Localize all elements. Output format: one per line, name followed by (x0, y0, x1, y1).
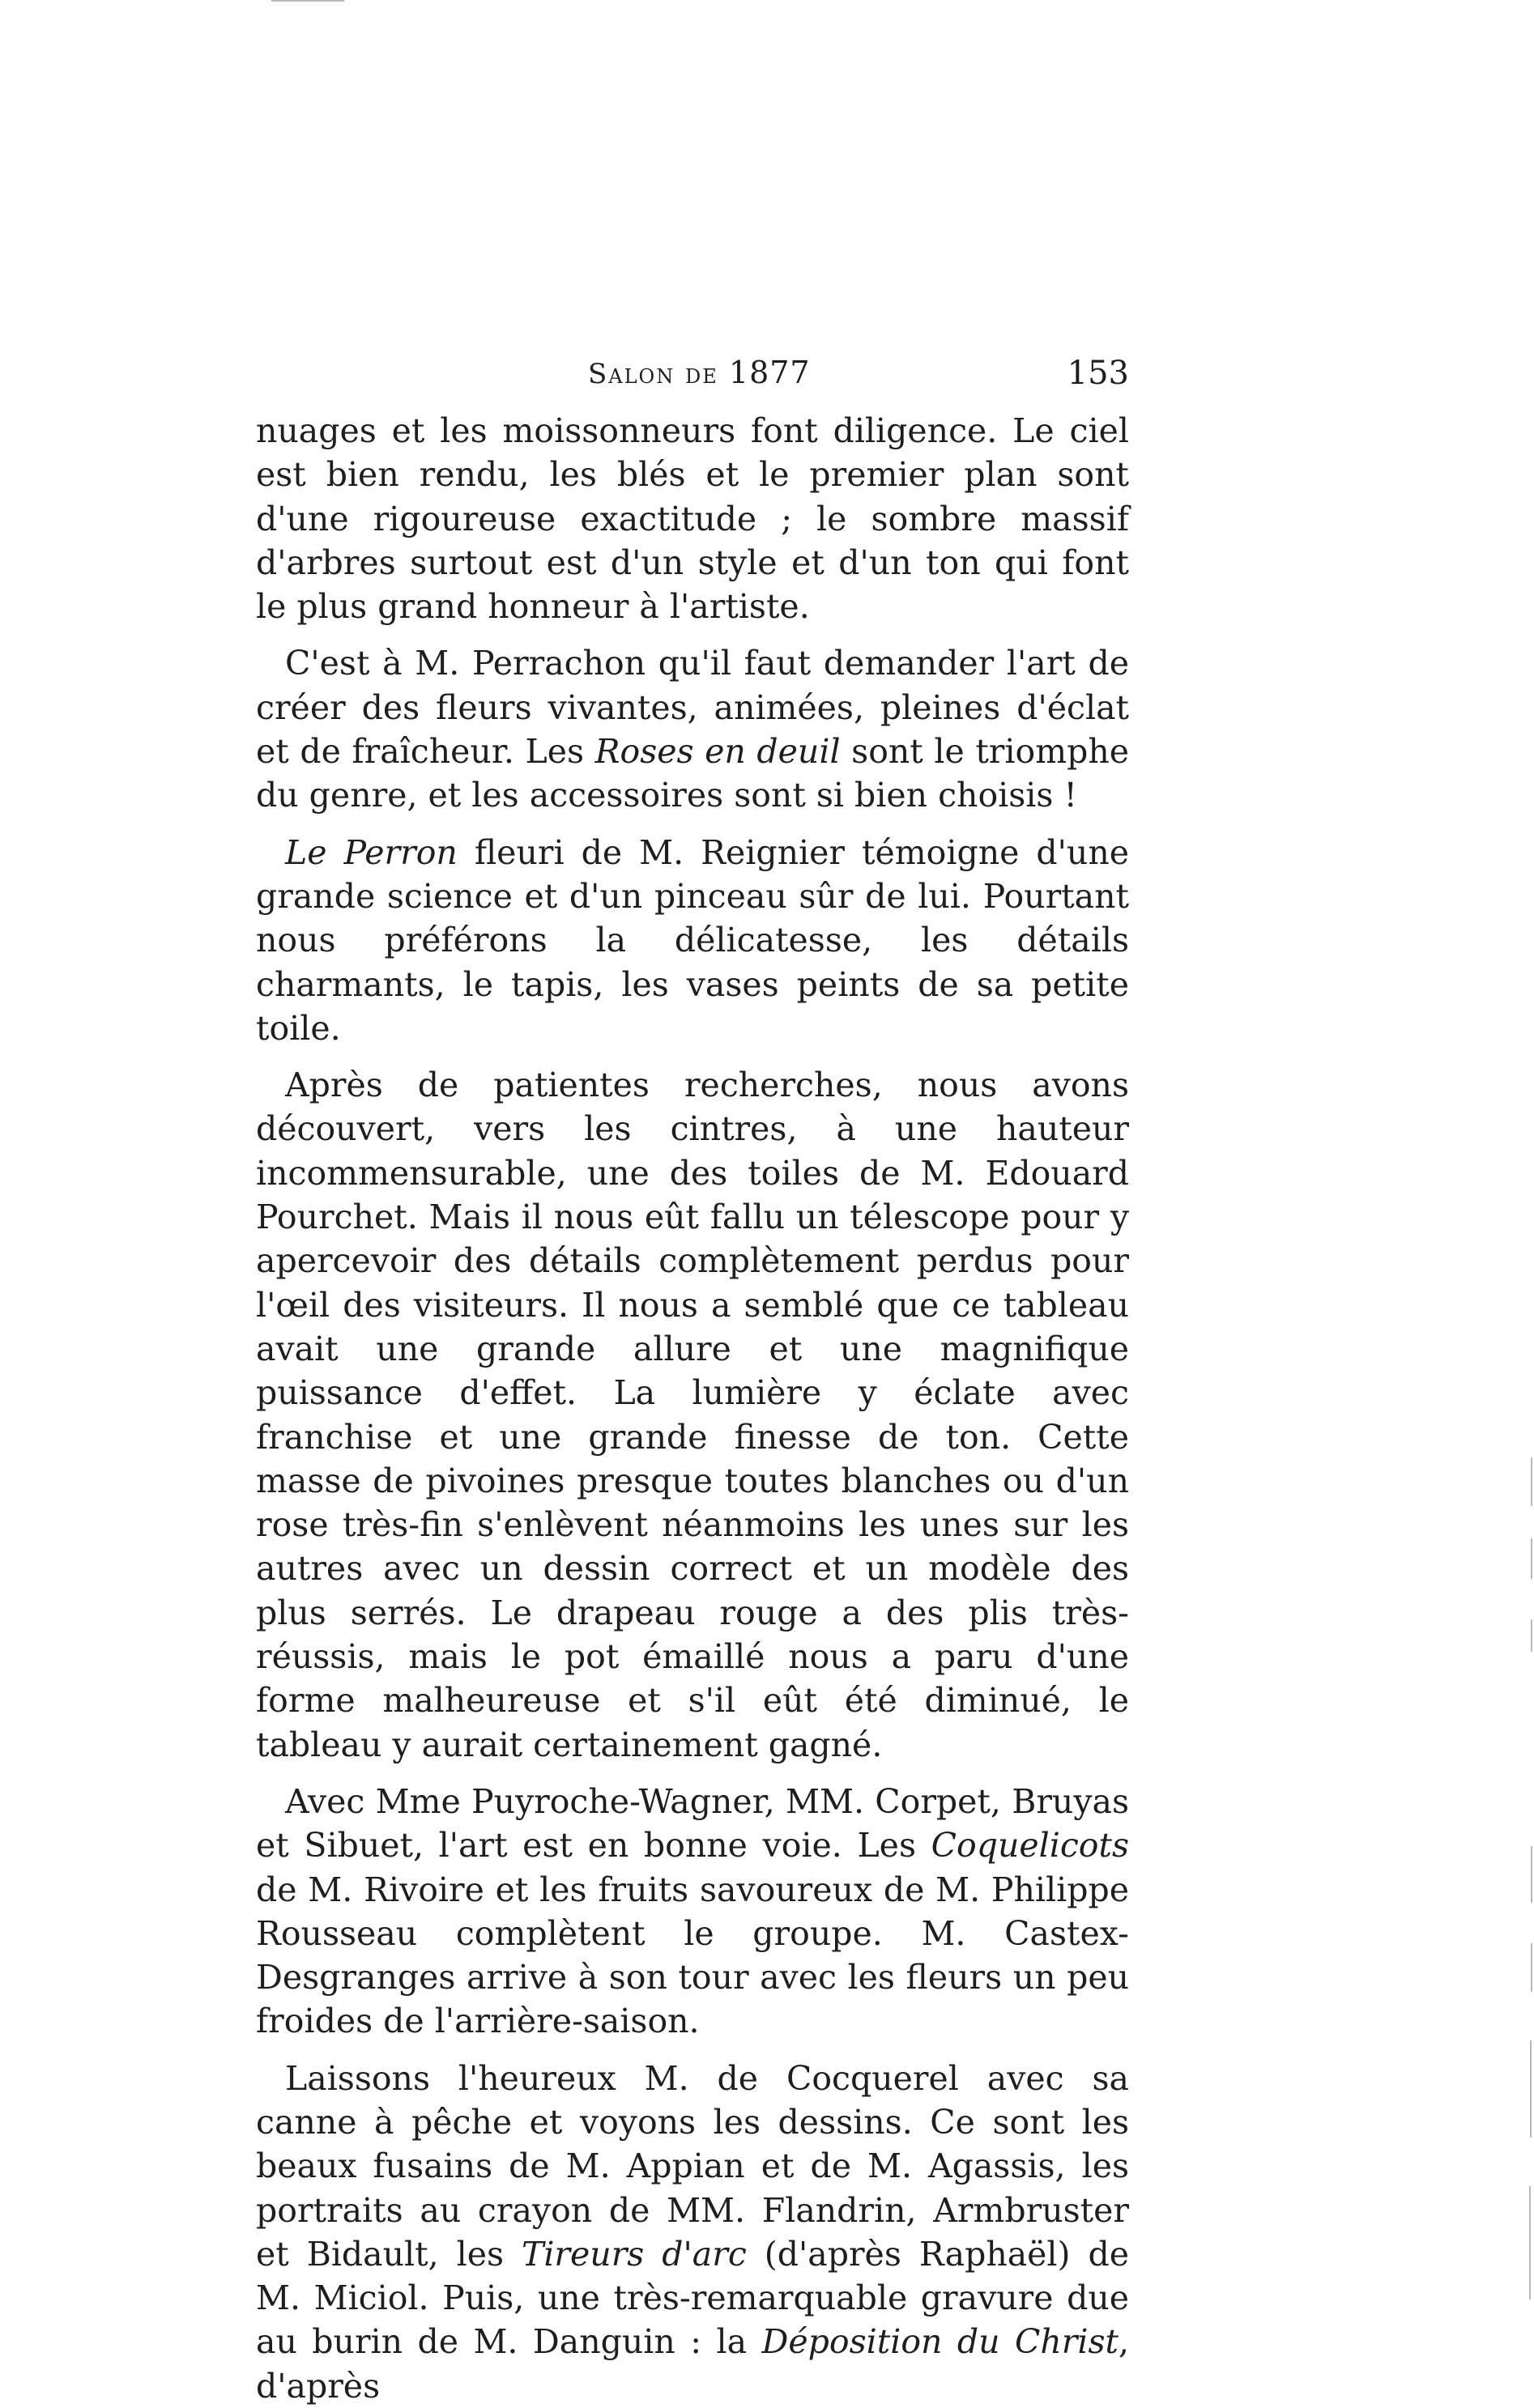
text-span: Après de patientes recherches, nous avons découvert, vers les cintres, à une hauteur incommensurable, une des toiles de M. Edouard Pourchet. Mais il nous eût fallu un télescope pour y apercevoir des détails complètement perdus pour l'œil des visiteurs. Il nous a semblé que ce tableau avait une grande allure et une magnifique puissance d'effet. La lumière y éclate avec franchise et une grande finesse de ton. Cette masse de pivoines presque toutes blanches ou d'un rose très-fin s'enlèvent néanmoins les unes sur les autres avec un dessin correct et un modèle des plus serrés. Le drapeau rouge a des plis très-réussis, mais le pot émaillé nous a paru d'une forme malheureuse et s'il eût été diminué, le tableau y aurait certainement gagné. (256, 1066, 1129, 1764)
scan-mark (1531, 1619, 1532, 1652)
artwork-title-tireurs-d-arc: Tireurs d'arc (521, 2234, 747, 2274)
artwork-title-coquelicots: Coquelicots (931, 1826, 1129, 1866)
scan-mark (1531, 1457, 1532, 1506)
scan-mark (1531, 1846, 1532, 1903)
running-title (588, 355, 811, 390)
artwork-title-le-perron: Le Perron (285, 832, 458, 872)
artwork-title-roses-en-deuil: Roses en deuil (594, 732, 841, 772)
scan-mark (1529, 2186, 1531, 2300)
paragraph-4 (256, 1063, 1129, 1767)
paragraph-6 (256, 2057, 1129, 2408)
scan-mark (1530, 2040, 1532, 2138)
text-span: sont le triomphe du genre, et les accessoires sont si bien choisis ! (256, 732, 1129, 815)
body-text (256, 409, 1129, 2408)
running-title-prefix: Salon de (588, 358, 718, 390)
text-span: , d'après (256, 2322, 1130, 2406)
paragraph-2 (256, 641, 1129, 817)
text-span: (d'après Raphaël) de M. Miciol. Puis, une très-remarquable gravure due au burin de M. Danguin : la (256, 2234, 1129, 2362)
scan-mark (1531, 1538, 1532, 1579)
paragraph-1 (256, 409, 1129, 628)
text-span: Laissons l'heureux M. de Cocquerel avec sa canne à pêche et voyons les dessins. Ce sont les beaux fusains de M. Appian et de M. Agassis, les portraits au crayon de MM. Flandrin, Armbruster et Bidault, les (256, 2058, 1129, 2274)
running-head (256, 355, 1129, 403)
text-span: fleuri de M. Reignier témoigne d'une grande science et d'un pinceau sûr de lui. Pourtant nous préférons la délicatesse, les détails charmants, le tapis, les vases peints de sa petite toile. (256, 832, 1129, 1048)
paragraph-3 (256, 831, 1129, 1050)
running-title-year: 1877 (728, 355, 811, 390)
page-number: 153 (1067, 355, 1129, 392)
text-span: nuages et les moissonneurs font diligence. Le ciel est bien rendu, les blés et le premier plan sont d'une rigoureuse exactitude ; le sombre massif d'arbres surtout est d'un style et d'un ton qui font le plus grand honneur à l'artiste. (256, 411, 1129, 627)
scan-mark (1531, 1943, 1532, 1992)
text-span: Avec Mme Puyroche-Wagner, MM. Corpet, Bruyas et Sibuet, l'art est en bonne voie. Les (256, 1781, 1129, 1866)
text-span: C'est à M. Perrachon qu'il faut demander l'art de créer des fleurs vivantes, animées, pleines d'éclat et de fraîcheur. Les (256, 644, 1129, 772)
text-span: de M. Rivoire et les fruits savoureux de M. Philippe Rousseau complètent le groupe. M. Castex-Desgranges arrive à son tour avec les fleurs un peu froides de l'arrière-saison. (256, 1870, 1129, 2041)
artwork-title-deposition-du-christ: Déposition du Christ (761, 2322, 1119, 2362)
scan-mark (271, 0, 344, 2)
paragraph-5 (256, 1780, 1129, 2044)
